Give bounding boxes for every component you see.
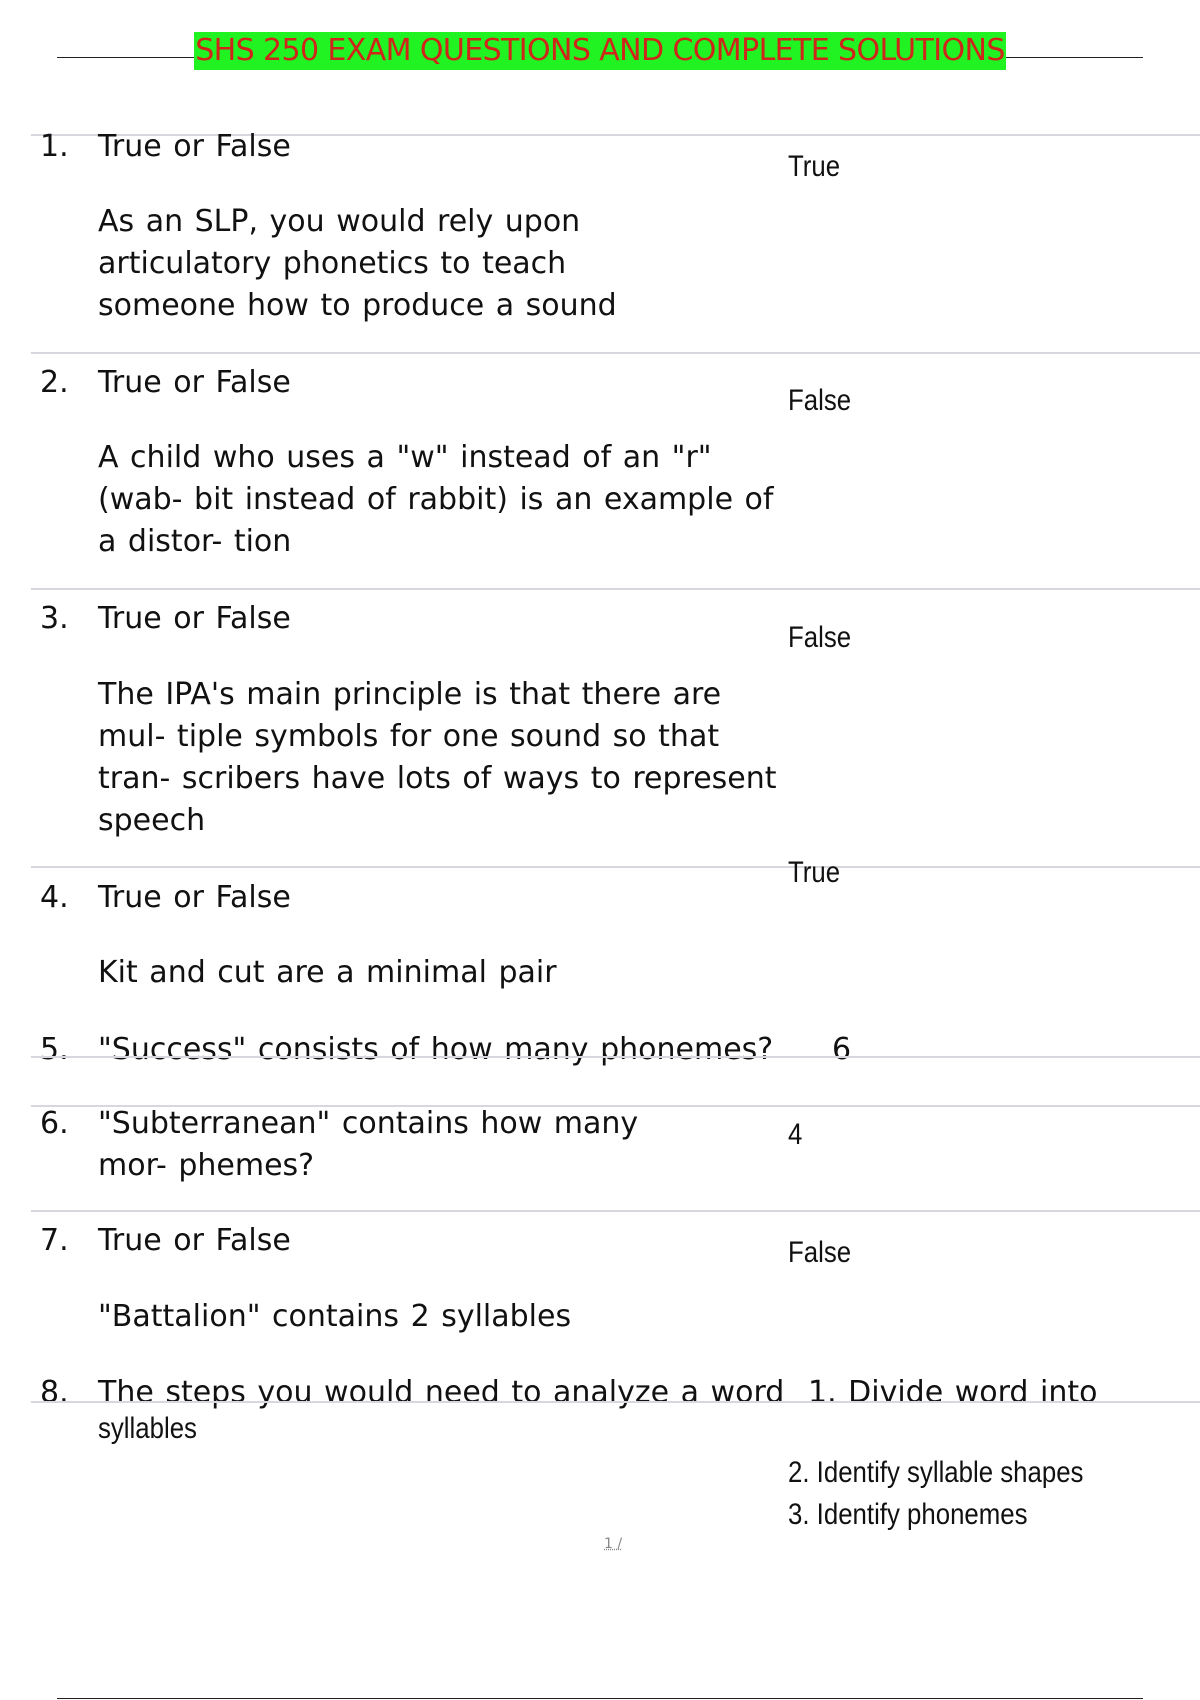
question-statement: Kit and cut are a minimal pair [98, 955, 557, 990]
question-number: 8. [40, 1375, 69, 1410]
question-number: 5. [40, 1032, 69, 1067]
page-number: 1 / [604, 1536, 623, 1552]
question-statement: The IPA's main principle is that there are mul- tiple symbols for one sound so that tran- scribers have lots of ways to represent speech [98, 677, 777, 838]
question-divider [31, 588, 1200, 590]
question-statement: As an SLP, you would rely upon articulatory phonetics to teach someone how to produce a sound [98, 204, 617, 323]
document-title-text: SHS 250 EXAM QUESTIONS AND COMPLETE SOLUTIONS [195, 33, 1005, 68]
question-answer: False [788, 384, 852, 417]
question-prompt: "Subterranean" contains how many mor- phemes? [98, 1106, 639, 1183]
answer-step: 1. Divide word into [808, 1375, 1098, 1410]
question-divider [31, 1210, 1200, 1212]
question-prompt: True or False [98, 365, 291, 400]
question-prompt: "Success" consists of how many phonemes? [98, 1032, 774, 1067]
question-divider [31, 1056, 1200, 1058]
question-number: 2. [40, 365, 69, 400]
question-statement: A child who uses a "w" instead of an "r" (wab- bit instead of rabbit) is an example of a distor- tion [98, 440, 774, 559]
document-title [0, 32, 1200, 70]
answer-step: 2. Identify syllable shapes [788, 1456, 1084, 1489]
question-number: 3. [40, 601, 69, 636]
question-number: 6. [40, 1106, 69, 1141]
question-divider [31, 866, 1200, 868]
question-number: 4. [40, 880, 69, 915]
question-divider [31, 1401, 1200, 1403]
question-prompt: The steps you would need to analyze a word [98, 1375, 785, 1410]
question-answer: True [788, 150, 841, 183]
question-answer: 6 [832, 1032, 852, 1067]
question-prompt: True or False [98, 601, 291, 636]
question-prompt-continued: syllables [98, 1412, 197, 1445]
answer-step: 3. Identify phonemes [788, 1498, 1028, 1531]
question-prompt: True or False [98, 129, 291, 164]
question-prompt: True or False [98, 880, 291, 915]
question-answer: False [788, 1236, 852, 1269]
question-answer: 4 [788, 1118, 803, 1151]
question-prompt: True or False [98, 1223, 291, 1258]
question-answer: False [788, 621, 852, 654]
question-number: 7. [40, 1223, 69, 1258]
question-divider [31, 352, 1200, 354]
question-answer: True [788, 856, 841, 889]
footer-rule [57, 1698, 1143, 1699]
question-number: 1. [40, 129, 69, 164]
question-statement: "Battalion" contains 2 syllables [98, 1299, 572, 1334]
